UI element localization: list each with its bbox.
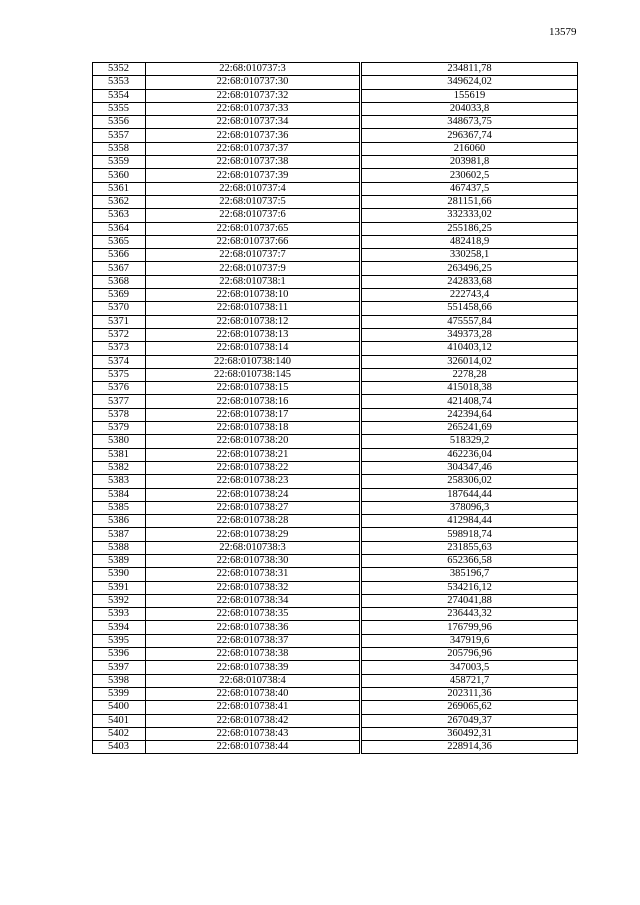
cadastral-value: 202311,36 (361, 687, 578, 700)
table-row (93, 129, 578, 142)
row-number: 5389 (93, 554, 146, 567)
table-row (93, 235, 578, 248)
row-number: 5354 (93, 89, 146, 102)
cadastral-value: 410403,12 (361, 342, 578, 355)
cadastral-number: 22:68:010738:20 (146, 435, 361, 448)
cadastral-value: 228914,36 (361, 741, 578, 754)
cadastral-value: 482418,9 (361, 235, 578, 248)
cadastral-number: 22:68:010738:42 (146, 714, 361, 727)
row-number: 5357 (93, 129, 146, 142)
row-number: 5384 (93, 488, 146, 501)
cadastral-number: 22:68:010738:43 (146, 727, 361, 740)
row-number: 5353 (93, 76, 146, 89)
row-number: 5392 (93, 594, 146, 607)
row-number: 5403 (93, 741, 146, 754)
table-row (93, 714, 578, 727)
cadastral-number: 22:68:010738:36 (146, 621, 361, 634)
cadastral-number: 22:68:010737:65 (146, 222, 361, 235)
table-row (93, 674, 578, 687)
cadastral-value: 475557,84 (361, 315, 578, 328)
table-body (93, 63, 578, 754)
cadastral-number: 22:68:010738:38 (146, 648, 361, 661)
cadastral-value: 269065,62 (361, 701, 578, 714)
table-row (93, 727, 578, 740)
cadastral-number: 22:68:010738:18 (146, 422, 361, 435)
cadastral-value: 204033,8 (361, 102, 578, 115)
row-number: 5369 (93, 289, 146, 302)
table-row (93, 63, 578, 76)
table-row (93, 621, 578, 634)
row-number: 5363 (93, 209, 146, 222)
cadastral-number: 22:68:010738:34 (146, 594, 361, 607)
cadastral-number: 22:68:010738:15 (146, 382, 361, 395)
row-number: 5365 (93, 235, 146, 248)
table-row (93, 368, 578, 381)
row-number: 5372 (93, 328, 146, 341)
table-row (93, 461, 578, 474)
cadastral-number: 22:68:010738:1 (146, 275, 361, 288)
table-row (93, 475, 578, 488)
table-row (93, 568, 578, 581)
table-row (93, 222, 578, 235)
table-row (93, 408, 578, 421)
table-row (93, 515, 578, 528)
table-row (93, 395, 578, 408)
cadastral-number: 22:68:010738:16 (146, 395, 361, 408)
table-row (93, 448, 578, 461)
table-row (93, 156, 578, 169)
cadastral-value: 267049,37 (361, 714, 578, 727)
row-number: 5393 (93, 608, 146, 621)
cadastral-value: 216060 (361, 142, 578, 155)
row-number: 5355 (93, 102, 146, 115)
row-number: 5385 (93, 501, 146, 514)
cadastral-value: 242833,68 (361, 275, 578, 288)
row-number: 5391 (93, 581, 146, 594)
table-row (93, 89, 578, 102)
cadastral-value: 385196,7 (361, 568, 578, 581)
cadastral-value: 155619 (361, 89, 578, 102)
cadastral-number: 22:68:010737:32 (146, 89, 361, 102)
cadastral-value: 187644,44 (361, 488, 578, 501)
cadastral-value: 281151,66 (361, 195, 578, 208)
cadastral-value: 274041,88 (361, 594, 578, 607)
table-row (93, 581, 578, 594)
row-number: 5374 (93, 355, 146, 368)
table-row (93, 116, 578, 129)
table-row (93, 169, 578, 182)
cadastral-value: 203981,8 (361, 156, 578, 169)
table-row (93, 182, 578, 195)
table-row (93, 262, 578, 275)
cadastral-value: 296367,74 (361, 129, 578, 142)
cadastral-value: 326014,02 (361, 355, 578, 368)
table-row (93, 382, 578, 395)
row-number: 5356 (93, 116, 146, 129)
table-row (93, 608, 578, 621)
row-number: 5383 (93, 475, 146, 488)
cadastral-value: 598918,74 (361, 528, 578, 541)
cadastral-number: 22:68:010738:24 (146, 488, 361, 501)
row-number: 5368 (93, 275, 146, 288)
row-number: 5366 (93, 249, 146, 262)
table-row (93, 249, 578, 262)
row-number: 5382 (93, 461, 146, 474)
cadastral-number: 22:68:010737:3 (146, 63, 361, 76)
cadastral-number: 22:68:010738:29 (146, 528, 361, 541)
cadastral-value: 378096,3 (361, 501, 578, 514)
cadastral-value: 347919,6 (361, 634, 578, 647)
cadastral-number: 22:68:010737:39 (146, 169, 361, 182)
cadastral-value: 462236,04 (361, 448, 578, 461)
row-number: 5377 (93, 395, 146, 408)
cadastral-value: 652366,58 (361, 554, 578, 567)
row-number: 5397 (93, 661, 146, 674)
cadastral-value: 258306,02 (361, 475, 578, 488)
row-number: 5398 (93, 674, 146, 687)
cadastral-value: 348673,75 (361, 116, 578, 129)
row-number: 5373 (93, 342, 146, 355)
row-number: 5378 (93, 408, 146, 421)
row-number: 5375 (93, 368, 146, 381)
cadastral-number: 22:68:010737:6 (146, 209, 361, 222)
cadastral-number: 22:68:010738:35 (146, 608, 361, 621)
row-number: 5388 (93, 541, 146, 554)
cadastral-value: 230602,5 (361, 169, 578, 182)
cadastral-value: 467437,5 (361, 182, 578, 195)
cadastral-value: 349373,28 (361, 328, 578, 341)
table-row (93, 554, 578, 567)
cadastral-number: 22:68:010738:145 (146, 368, 361, 381)
row-number: 5380 (93, 435, 146, 448)
row-number: 5394 (93, 621, 146, 634)
page-number: 13579 (549, 26, 577, 38)
row-number: 5381 (93, 448, 146, 461)
cadastral-number: 22:68:010737:37 (146, 142, 361, 155)
cadastral-value-table (92, 62, 578, 754)
row-number: 5387 (93, 528, 146, 541)
cadastral-number: 22:68:010738:27 (146, 501, 361, 514)
row-number: 5364 (93, 222, 146, 235)
table-row (93, 488, 578, 501)
cadastral-number: 22:68:010738:37 (146, 634, 361, 647)
table-row (93, 634, 578, 647)
cadastral-value: 551458,66 (361, 302, 578, 315)
cadastral-number: 22:68:010737:38 (146, 156, 361, 169)
table-row (93, 501, 578, 514)
row-number: 5361 (93, 182, 146, 195)
cadastral-number: 22:68:010738:10 (146, 289, 361, 302)
cadastral-number: 22:68:010738:39 (146, 661, 361, 674)
cadastral-number: 22:68:010738:41 (146, 701, 361, 714)
row-number: 5401 (93, 714, 146, 727)
cadastral-value: 265241,69 (361, 422, 578, 435)
row-number: 5352 (93, 63, 146, 76)
cadastral-value: 332333,02 (361, 209, 578, 222)
table-row (93, 315, 578, 328)
table-row (93, 661, 578, 674)
row-number: 5359 (93, 156, 146, 169)
cadastral-value: 330258,1 (361, 249, 578, 262)
table-row (93, 342, 578, 355)
cadastral-number: 22:68:010738:30 (146, 554, 361, 567)
cadastral-number: 22:68:010737:7 (146, 249, 361, 262)
table-row (93, 648, 578, 661)
cadastral-number: 22:68:010738:12 (146, 315, 361, 328)
row-number: 5395 (93, 634, 146, 647)
cadastral-value: 236443,32 (361, 608, 578, 621)
row-number: 5400 (93, 701, 146, 714)
cadastral-value: 263496,25 (361, 262, 578, 275)
row-number: 5396 (93, 648, 146, 661)
cadastral-number: 22:68:010738:14 (146, 342, 361, 355)
table-row (93, 195, 578, 208)
cadastral-value: 255186,25 (361, 222, 578, 235)
row-number: 5390 (93, 568, 146, 581)
table-row (93, 142, 578, 155)
cadastral-value: 234811,78 (361, 63, 578, 76)
table-row (93, 541, 578, 554)
cadastral-number: 22:68:010737:33 (146, 102, 361, 115)
cadastral-number: 22:68:010737:4 (146, 182, 361, 195)
cadastral-value: 2278,28 (361, 368, 578, 381)
cadastral-value: 242394,64 (361, 408, 578, 421)
cadastral-number: 22:68:010738:22 (146, 461, 361, 474)
cadastral-number: 22:68:010737:66 (146, 235, 361, 248)
table-row (93, 594, 578, 607)
row-number: 5358 (93, 142, 146, 155)
row-number: 5362 (93, 195, 146, 208)
table-row (93, 102, 578, 115)
table-row (93, 355, 578, 368)
cadastral-number: 22:68:010738:40 (146, 687, 361, 700)
row-number: 5360 (93, 169, 146, 182)
cadastral-number: 22:68:010737:9 (146, 262, 361, 275)
row-number: 5402 (93, 727, 146, 740)
table-row (93, 76, 578, 89)
cadastral-number: 22:68:010738:3 (146, 541, 361, 554)
cadastral-value: 458721,7 (361, 674, 578, 687)
cadastral-number: 22:68:010738:4 (146, 674, 361, 687)
cadastral-value: 347003,5 (361, 661, 578, 674)
cadastral-number: 22:68:010738:23 (146, 475, 361, 488)
table-row (93, 289, 578, 302)
cadastral-number: 22:68:010738:44 (146, 741, 361, 754)
row-number: 5399 (93, 687, 146, 700)
cadastral-number: 22:68:010738:11 (146, 302, 361, 315)
row-number: 5367 (93, 262, 146, 275)
row-number: 5370 (93, 302, 146, 315)
cadastral-number: 22:68:010738:31 (146, 568, 361, 581)
cadastral-value: 534216,12 (361, 581, 578, 594)
table-row (93, 422, 578, 435)
table-row (93, 741, 578, 754)
cadastral-number: 22:68:010738:21 (146, 448, 361, 461)
cadastral-number: 22:68:010738:140 (146, 355, 361, 368)
cadastral-number: 22:68:010737:36 (146, 129, 361, 142)
cadastral-number: 22:68:010737:34 (146, 116, 361, 129)
cadastral-number: 22:68:010738:13 (146, 328, 361, 341)
table-row (93, 328, 578, 341)
row-number: 5386 (93, 515, 146, 528)
cadastral-value: 222743,4 (361, 289, 578, 302)
cadastral-number: 22:68:010738:32 (146, 581, 361, 594)
table-row (93, 302, 578, 315)
cadastral-value: 349624,02 (361, 76, 578, 89)
table-row (93, 435, 578, 448)
cadastral-number: 22:68:010737:30 (146, 76, 361, 89)
cadastral-value: 415018,38 (361, 382, 578, 395)
cadastral-value: 231855,63 (361, 541, 578, 554)
row-number: 5379 (93, 422, 146, 435)
table-row (93, 209, 578, 222)
cadastral-number: 22:68:010737:5 (146, 195, 361, 208)
cadastral-number: 22:68:010738:28 (146, 515, 361, 528)
table-row (93, 701, 578, 714)
table-row (93, 528, 578, 541)
cadastral-value: 518329,2 (361, 435, 578, 448)
cadastral-value: 176799,96 (361, 621, 578, 634)
cadastral-value: 360492,31 (361, 727, 578, 740)
table-row (93, 687, 578, 700)
cadastral-value: 421408,74 (361, 395, 578, 408)
table-row (93, 275, 578, 288)
row-number: 5376 (93, 382, 146, 395)
row-number: 5371 (93, 315, 146, 328)
cadastral-value: 205796,96 (361, 648, 578, 661)
cadastral-value: 304347,46 (361, 461, 578, 474)
cadastral-number: 22:68:010738:17 (146, 408, 361, 421)
cadastral-value: 412984,44 (361, 515, 578, 528)
